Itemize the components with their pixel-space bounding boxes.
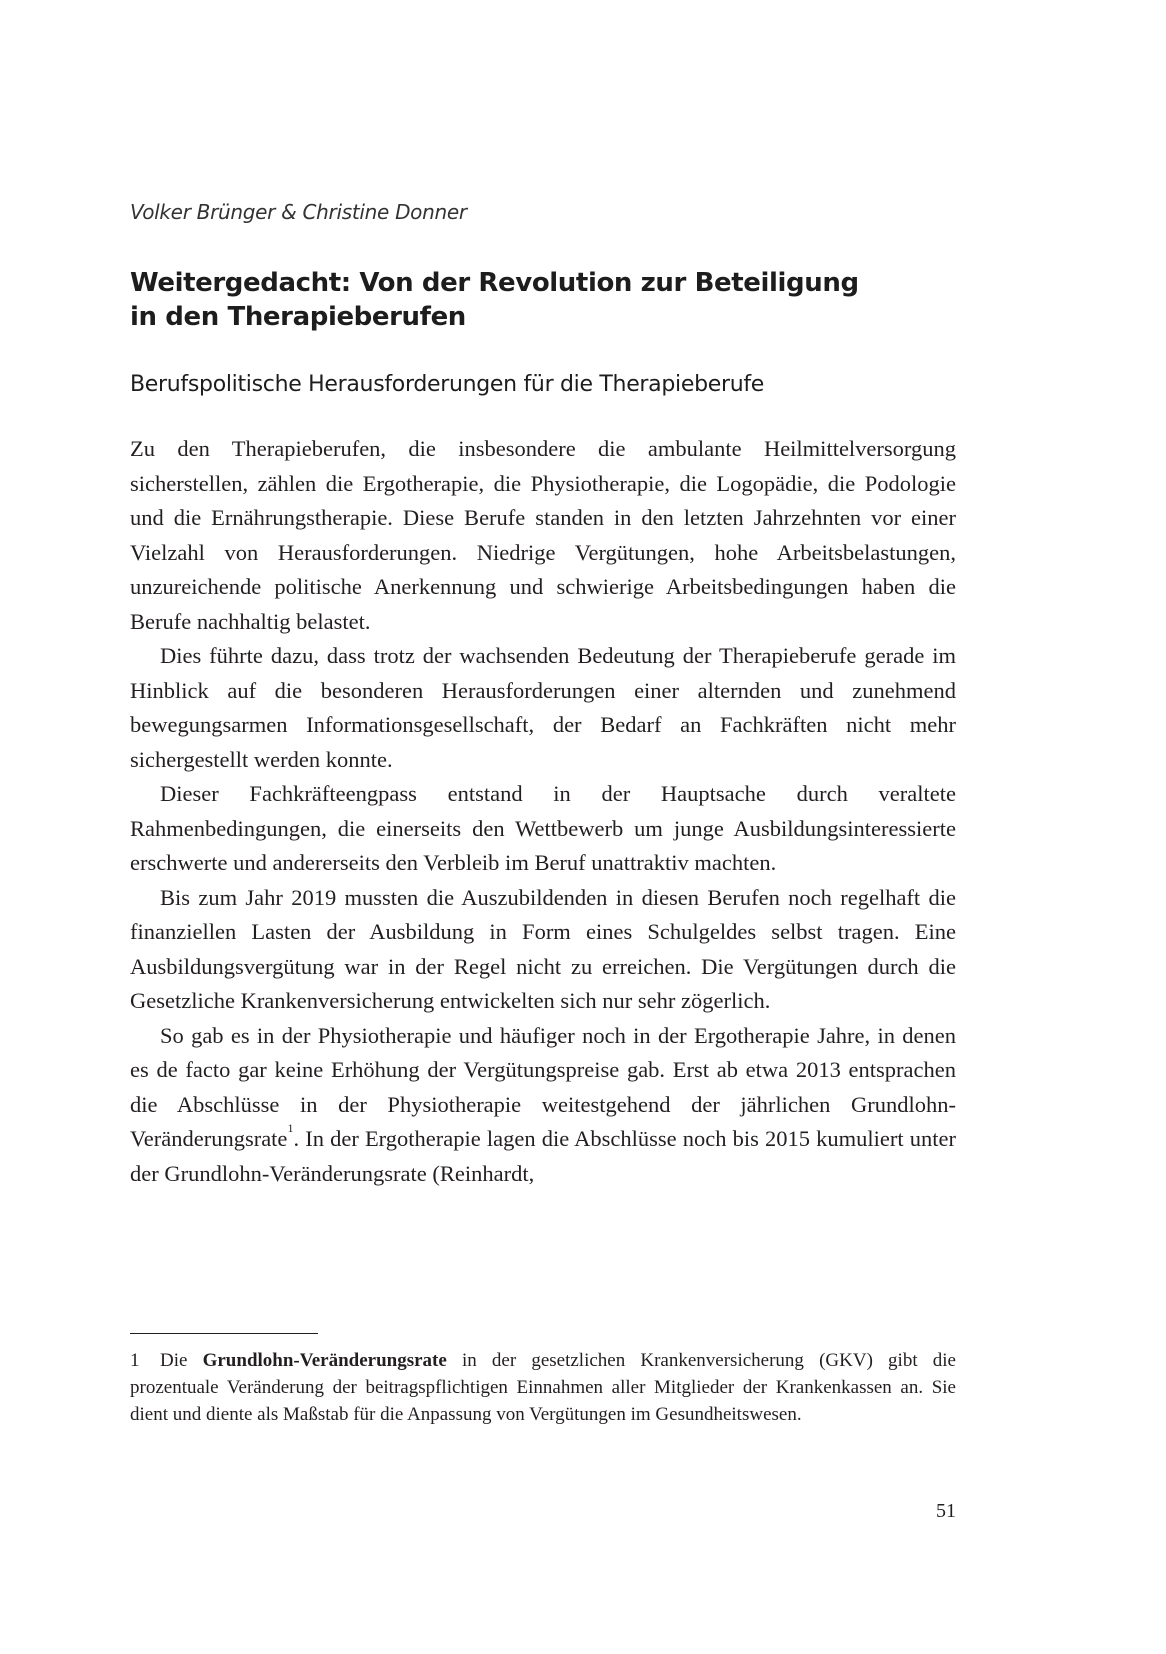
page-number: 51 bbox=[936, 1500, 956, 1522]
section-heading: Berufspolitische Herausforderungen für die Therapieberufe bbox=[130, 372, 765, 397]
paragraph: Bis zum Jahr 2019 mussten die Auszubildenden in diesen Berufen noch regelhaft die finanziellen Lasten der Ausbildung in Form eines Schulgeldes selbst tragen. Eine Ausbildungsvergütung war in der Regel nicht zu erreichen. Die Vergütungen durch die Gesetzliche Krankenversicherung entwickelten sich nur sehr zögerlich. bbox=[130, 884, 956, 1013]
paragraph: Dieser Fachkräfteengpass entstand in der Hauptsache durch veraltete Rahmenbedingungen, die einerseits den Wettbewerb um junge Ausbildungsinteressierte erschwerte und andererseits den Verbleib im Beruf unattraktiv machten. bbox=[130, 781, 956, 875]
paragraph: Zu den Therapieberufen, die insbesondere die ambulante Heilmittelversorgung sicherstellen, zählen die Ergotherapie, die Physiotherapie, die Logopädie, die Podologie und die Ernährungstherapie. Diese Berufe standen in den letzten Jahrzehnten vor einer Vielzahl von Herausforderungen. Niedrige Vergütungen, hohe Arbeitsbelastungen, unzureichende politische Anerkennung und schwierige Arbeitsbedingungen haben die Berufe nachhaltig belastet. bbox=[130, 436, 956, 634]
paragraph bbox=[130, 1019, 956, 1192]
footnote bbox=[130, 1347, 956, 1428]
paragraph-text: . In der Ergotherapie lagen die Abschlüsse noch bis 2015 kumuliert unter der Grundlohn-Veränderungsrate (Reinhardt, bbox=[130, 1126, 956, 1186]
footnote-reference[interactable]: 1 bbox=[287, 1121, 294, 1135]
title-line-1: Weitergedacht: Von der Revolution zur Beteiligung bbox=[130, 268, 859, 298]
footnote-text: Die bbox=[160, 1350, 203, 1371]
paragraph: Dies führte dazu, dass trotz der wachsenden Bedeutung der Therapieberufe gerade im Hinblick auf die besonderen Herausforderungen einer alternden und zunehmend bewegungsarmen Informationsgesellschaft, der Bedarf an Fachkräften nicht mehr sichergestellt werden konnte. bbox=[130, 643, 956, 772]
footnote-term: Grundlohn-Veränderungsrate bbox=[202, 1350, 447, 1371]
chapter-title bbox=[130, 266, 990, 334]
body-text bbox=[130, 432, 956, 1191]
footnote-number: 1 bbox=[130, 1350, 140, 1371]
paragraph-text: So gab es in der Physiotherapie und häufiger noch in der Ergotherapie Jahre, in denen es de facto gar keine Erhöhung der Vergütungspreise gab. Erst ab etwa 2013 entsprachen die Abschlüsse in der Physiotherapie weitestgehend der jährlichen Grundlohn-Veränderungsrate bbox=[130, 1022, 956, 1151]
footnote-text: in der gesetzlichen Krankenversicherung (GKV) gibt die prozentuale Veränderung der beitragspflichtigen Einnahmen aller Mitglieder der Krankenkassen an. Sie dient und diente als Maßstab für die Anpassung von Vergütungen im Gesundheitswesen. bbox=[130, 1350, 956, 1425]
title-line-2: in den Therapieberufen bbox=[130, 302, 466, 332]
footnote-divider bbox=[130, 1333, 318, 1334]
authors: Volker Brünger & Christine Donner bbox=[130, 200, 467, 224]
